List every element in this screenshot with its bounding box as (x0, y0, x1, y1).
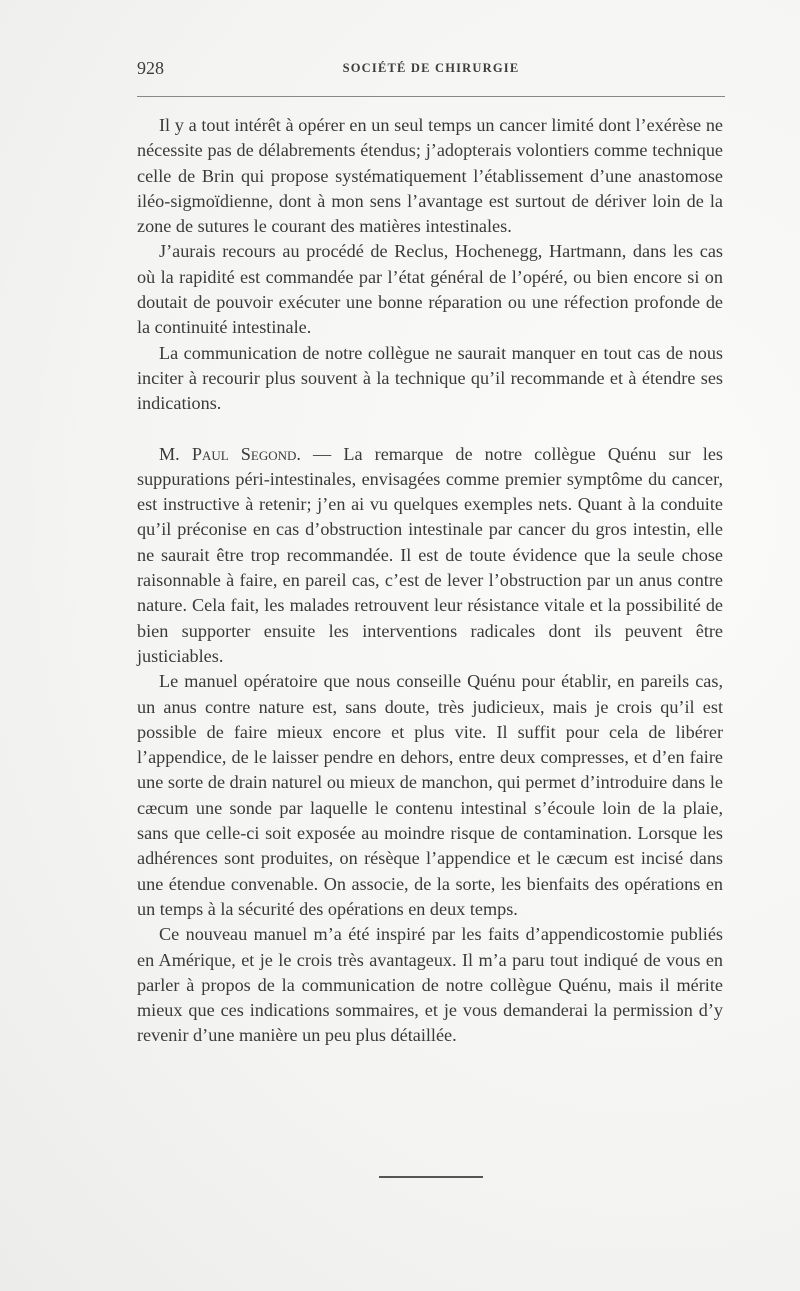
speech-text: La remarque de notre collègue Quénu sur les suppurations péri-intestinales, envisagées comme premier symptôme du cancer, est instructive à retenir; j’en ai vu quelques exemples nets. Quant à la conduite qu’il préconise en cas d’obstruction intestinale par cancer du gros intestin, elle ne saurait être trop recommandée. Il est de toute évidence que la seule chose raisonnable à faire, en pareil cas, c’est de lever l’obstruction par un anus contre nature. Cela fait, les malades retrouvent leur résistance vitale et la possibilité de bien supporter ensuite les interventions radicales dont ils peuvent être justiciables. (137, 443, 723, 666)
page-header (137, 58, 725, 82)
paragraph: La communication de notre collègue ne saurait manquer en tout cas de nous inciter à recourir plus souvent à la technique qu’il recommande et à étendre ses indications. (137, 342, 723, 414)
header-rule (137, 96, 725, 97)
page-number: 928 (137, 58, 164, 78)
paragraph: Il y a tout intérêt à opérer en un seul temps un cancer limité dont l’exérèse ne nécessite pas de délabrements étendus; j’adopterais volontiers comme technique celle de Brin qui propose systématiquement l’établissement d’une anastomose iléo-sigmoïdienne, dont à mon sens l’avantage est surtout de dériver loin de la zone de sutures le courant des matières intestinales. (137, 115, 723, 237)
body-text (137, 113, 723, 1049)
paragraph: Ce nouveau manuel m’a été inspiré par les faits d’appendicostomie publiés en Amérique, et je le crois très avantageux. Il m’a paru tout indiqué de vous en parler à propos de la communication de notre collègue Quénu, mais il mérite mieux que ces indications sommaires, et je vous demanderai la permission d’y revenir d’une manière un peu plus détaillée. (137, 924, 723, 1046)
end-rule (379, 1176, 483, 1178)
running-head: SOCIÉTÉ DE CHIRURGIE (342, 61, 520, 75)
speaker-name: Paul Segond (191, 443, 297, 464)
paragraph: Le manuel opératoire que nous conseille Quénu pour établir, en pareils cas, un anus contre nature est, sans doute, très judicieux, mais je crois qu’il est possible de faire mieux encore et plus vite. Il suffit pour cela de libérer l’appendice, de le laisser pendre en dehors, entre deux compresses, et d’en faire une sorte de drain naturel ou mieux de manchon, qui permet d’introduire dans le cæcum une sonde par laquelle le contenu intestinal s’écoule loin de la plaie, sans que celle-ci soit exposée au moindre risque de contamination. Lorsque les adhérences sont produites, on résèque l’appendice et le cæcum est incisé dans une étendue convenable. On associe, de la sorte, les bienfaits des opérations en un temps à la sécurité des opérations en deux temps. (137, 671, 723, 919)
speaker-paragraph (137, 442, 723, 670)
paragraph: J’aurais recours au procédé de Reclus, Hochenegg, Hartmann, dans les cas où la rapidité est commandée par l’état général de l’opéré, ou bien encore si on doutait de pouvoir exécuter une bonne réparation ou une réfection profonde de la continuité intestinale. (137, 241, 723, 338)
speaker-prefix: M. (159, 443, 192, 464)
speaker-dash: . — (296, 443, 344, 464)
